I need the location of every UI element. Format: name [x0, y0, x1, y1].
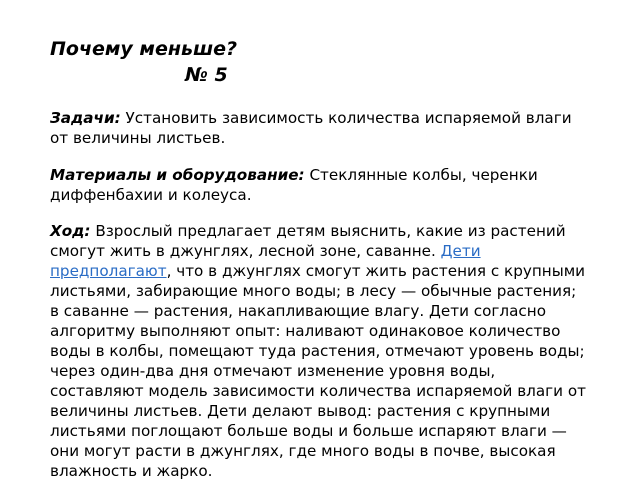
document-title: Почему меньше? [50, 38, 238, 60]
course-text-main: , что в джунглях смогут жить растения с крупными листьями, забирающие много воды; в лесу — обычные растения; в саванне — растения, накапливающие влагу. Дети согласно алгоритму выполняют опыт: наливают одинаковое количество воды в колбы, помещают туда растения, отмечают уровень воды; через один-два дня отмечают изменение уровня воды, составляют модель зависимости количества испаряемой влаги от величины листьев. Дети делают вывод: растения с крупными листьями поглощают больше воды и больше испаряют влаги — они могут расти в джунглях, где много воды в почве, высокая влажность и жарко. [50, 262, 586, 480]
tasks-text: Установить зависимость количества испаряемой влаги от величины листьев. [50, 109, 572, 147]
materials-text: Стеклянные колбы, черенки диффенбахии и колеуса. [50, 166, 538, 204]
materials-paragraph [50, 165, 590, 205]
tasks-label: Задачи: [50, 109, 121, 127]
experiment-number: № 5 [185, 64, 228, 86]
course-paragraph [50, 221, 590, 480]
materials-label: Материалы и оборудование: [50, 166, 305, 184]
course-text-intro: Взрослый предлагает детям выяснить, какие из растений смогут жить в джунглях, лесной зоне, саванне. [50, 222, 566, 260]
course-label: Ход: [50, 222, 91, 240]
tasks-paragraph [50, 108, 590, 148]
children-assume-link[interactable]: Дети предполагают [50, 242, 481, 280]
